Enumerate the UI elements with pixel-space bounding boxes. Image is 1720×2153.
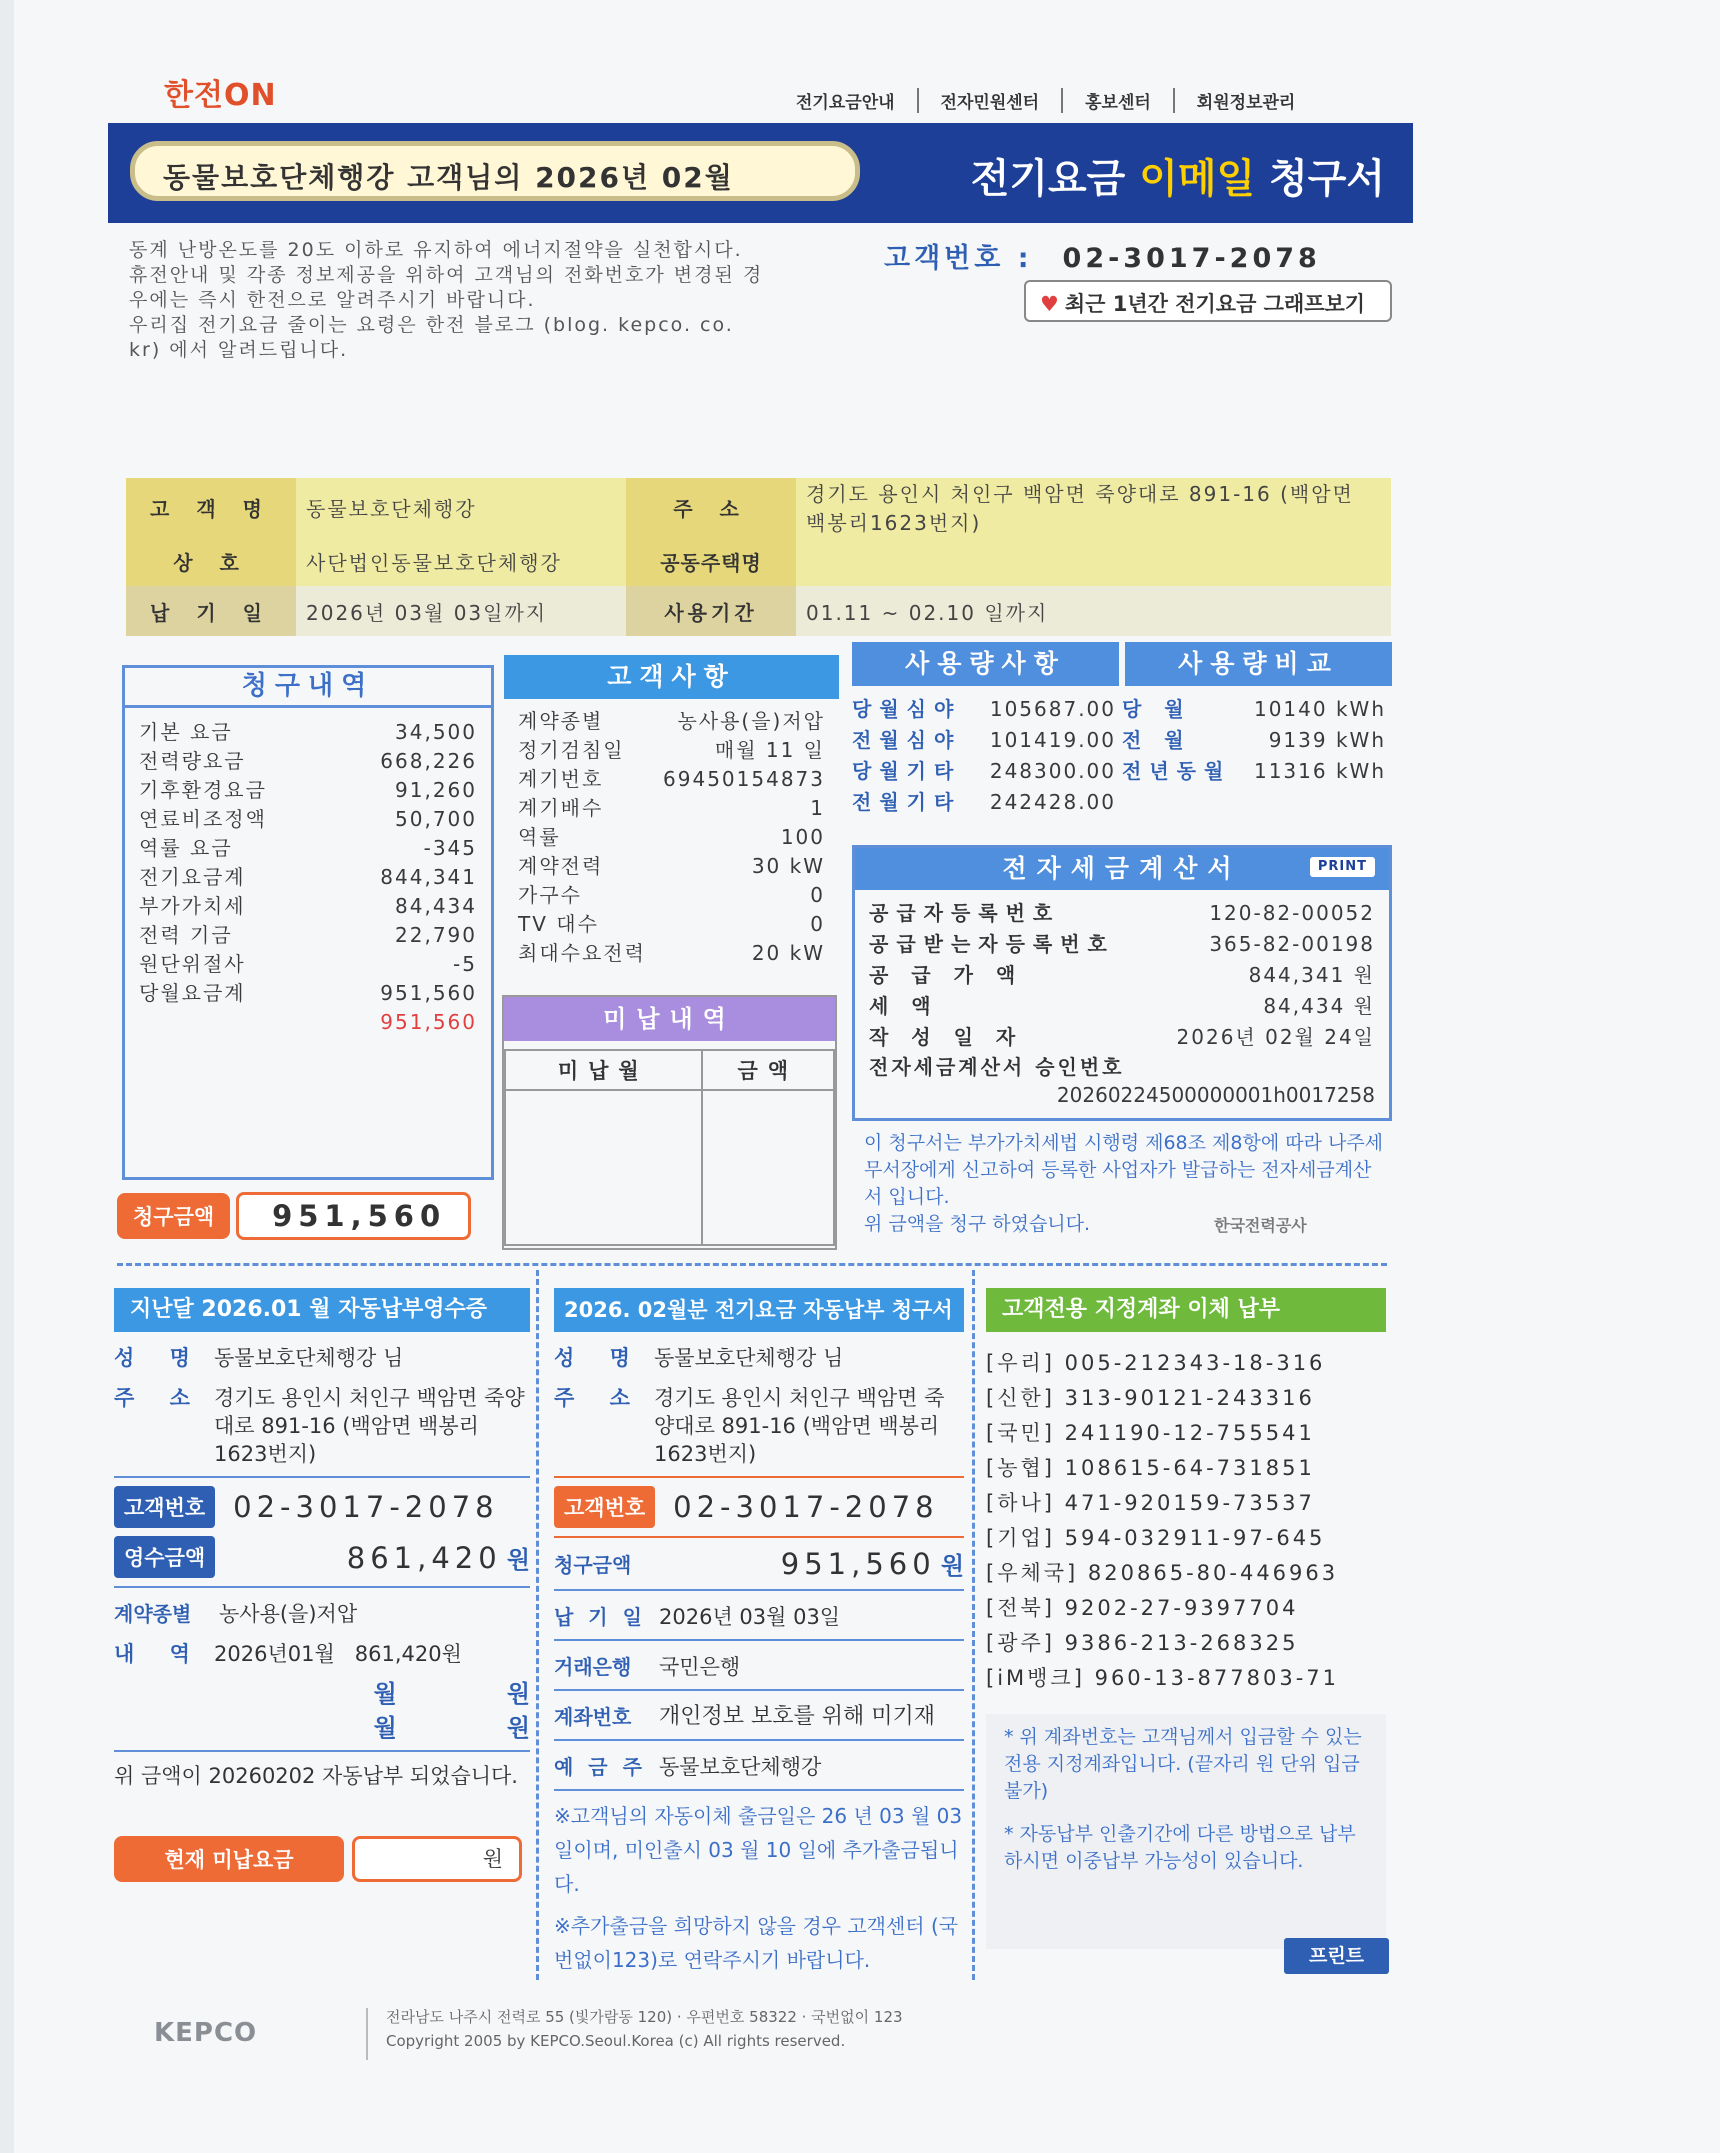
account-list — [986, 1346, 1386, 1696]
usage-item-value: 248300.00 — [989, 759, 1116, 783]
nav-bill-guide[interactable]: 전기요금안내 — [774, 88, 919, 113]
bill-item-label: 전력 기금 — [139, 923, 233, 947]
cut-line-vertical — [536, 1270, 539, 1980]
tax-item-label: 작 성 일 자 — [869, 1025, 1024, 1049]
usage-item-label: 당월심야 — [852, 697, 962, 721]
bill-item-value: 951,560 — [380, 981, 477, 1005]
unpaid-title: 미납내역 — [504, 997, 835, 1041]
customer-item — [518, 881, 825, 910]
customer-number: 고객번호 : 02-3017-2078 — [884, 243, 1321, 274]
autopay-holder: 동물보호단체행강 — [659, 1755, 822, 1779]
usage-compare-item — [1122, 725, 1392, 756]
autopay-custno: 02-3017-2078 — [673, 1490, 939, 1524]
notice-text: 동계 난방온도를 20도 이하로 유지하여 에너지절약을 실천합시다. 휴전안내 및 각종 정보제공을 위하여 고객님의 전화번호가 변경된 경우에는 즉시 한전으로 알려주시기 바랍니다. 우리집 전기요금 줄이는 요령은 한전 블로그 (blog. kepco. co. kr) 에서 알려드립니다. — [129, 239, 764, 361]
usage-compare-item-label: 전 월 — [1122, 728, 1192, 752]
customer-item-value: 69450154873 — [663, 767, 825, 791]
tax-print-button[interactable]: PRINT — [1310, 857, 1375, 877]
unpaid-amount-cell — [702, 1090, 834, 1245]
usage-compare-item-label: 전년동월 — [1122, 759, 1232, 783]
title-banner — [108, 123, 1413, 223]
customer-item-label: 역률 — [518, 825, 561, 849]
bill-total-red: 951,560 — [380, 1010, 477, 1034]
top-nav — [774, 88, 1317, 113]
tax-item — [869, 1022, 1375, 1053]
account-item: [하나] 471-920159-73537 — [986, 1491, 1315, 1515]
bill-item-value: -5 — [453, 952, 477, 976]
designated-accounts — [986, 1288, 1386, 1949]
customer-item-label: 계기번호 — [518, 767, 604, 791]
bill-item-label: 연료비조정액 — [139, 807, 267, 831]
customer-item-label: 가구수 — [518, 883, 582, 907]
usage-compare-item-label: 당 월 — [1122, 697, 1192, 721]
bill-amount — [117, 1192, 471, 1240]
tax-item — [869, 898, 1375, 929]
receipt-amount: 861,420 — [346, 1540, 502, 1575]
current-unpaid-label: 현재 미납요금 — [114, 1836, 344, 1882]
autopay-title: 2026. 02월분 전기요금 자동납부 청구서 — [554, 1288, 964, 1332]
print-button[interactable]: 프린트 — [1284, 1938, 1389, 1974]
accounts-title: 고객전용 지정계좌 이체 납부 — [986, 1288, 1386, 1332]
bill-item-label: 기본 요금 — [139, 720, 233, 744]
bill-item-value: -345 — [423, 836, 477, 860]
tax-item-value: 120-82-00052 — [1209, 901, 1375, 925]
current-unpaid-value: 원 — [352, 1836, 522, 1882]
autopay-note-1: ※고객님의 자동이체 출금일은 26 년 03 월 03 일이며, 미인출시 03 월 10 일에 추가출금됩니다. — [554, 1804, 963, 1896]
e-tax-invoice — [852, 845, 1392, 1121]
autopay-receipt: 지난달 2026.01 월 자동납부영수증 성 명 동물보호단체행강 님 주 소 경기도 용인시 처인구 백암면 죽양대로 891-16 (백암면 백봉리1623번지) 고객번호 02-3017-2078 영수금액 861,420 원 계약종별 농사용(을)저압 내 역 2026년01월 861,420원 월 원 월 원 위 금액이 20260202 자동납부 되었습니다. 현재 미납요금 원 — [114, 1288, 530, 1882]
customer-item — [518, 823, 825, 852]
usage-item-label: 전월기타 — [852, 790, 962, 814]
heart-icon: ♥ — [1040, 292, 1059, 316]
customer-item — [518, 852, 825, 881]
kepco-on-logo[interactable]: 한전ON — [164, 78, 277, 113]
receipt-amount-label: 영수금액 — [114, 1536, 215, 1578]
customer-item-label: 정기검침일 — [518, 738, 625, 762]
bill-item-label: 원단위절사 — [139, 952, 246, 976]
usage-list — [852, 694, 1122, 818]
approval-number: 20260224500000001h0017258 — [1056, 1083, 1375, 1107]
usage-graph-button[interactable]: ♥ 최근 1년간 전기요금 그래프보기 — [1024, 280, 1392, 322]
bill-item — [139, 718, 477, 747]
usage-item — [852, 694, 1122, 725]
tax-items — [869, 898, 1375, 1053]
customer-item-value: 0 — [810, 883, 825, 907]
receipt-name: 동물보호단체행강 님 — [214, 1346, 404, 1370]
customer-details-title: 고객사항 — [504, 655, 839, 699]
bill-details — [122, 665, 494, 1180]
bill-item — [139, 776, 477, 805]
unpaid-month-cell — [505, 1090, 702, 1245]
customer-item-value: 0 — [810, 912, 825, 936]
receipt-detail-amount: 861,420원 — [354, 1642, 462, 1666]
autopay-bank: 국민은행 — [659, 1655, 741, 1679]
tax-item-label: 공급받는자등록번호 — [869, 932, 1115, 956]
receipt-address: 경기도 용인시 처인구 백암면 죽양대로 891-16 (백암면 백봉리1623번지) — [214, 1386, 525, 1466]
account-item: [신한] 313-90121-243316 — [986, 1386, 1315, 1410]
bill-item — [139, 979, 477, 1008]
tax-item-label: 세 액 — [869, 994, 939, 1018]
banner-title: 전기요금 이메일 청구서 — [970, 156, 1385, 202]
autopay-name: 동물보호단체행강 님 — [654, 1346, 844, 1370]
tax-title: 전자세금계산서 — [1002, 854, 1242, 883]
bill-items — [125, 708, 491, 1037]
bill-item-label: 부가가치세 — [139, 894, 246, 918]
usage-item — [852, 787, 1122, 818]
footer-divider — [366, 2008, 368, 2060]
customer-item-value: 1 — [810, 796, 825, 820]
bill-item-value: 668,226 — [380, 749, 477, 773]
footer-info: 전라남도 나주시 전력로 55 (빛가람동 120) · 우편번호 58322 · 국번없이 123 Copyright 2005 by KEPCO.Seoul.Korea (c) All rights reserved. — [386, 2008, 903, 2050]
usage-compare-item-value: 10140 kWh — [1253, 697, 1386, 721]
bill-item-label: 전력량요금 — [139, 749, 246, 773]
customer-item — [518, 794, 825, 823]
customer-item-label: 계기배수 — [518, 796, 604, 820]
tax-note: 이 청구서는 부가가치세법 시행령 제68조 제8항에 따라 나주세무서장에게 신고하여 등록한 사업자가 발급하는 전자세금계산서 입니다. 위 금액을 청구 하였습니다. — [864, 1132, 1384, 1235]
usage-item-label: 당월기타 — [852, 759, 962, 783]
account-item: [우리] 005-212343-18-316 — [986, 1351, 1326, 1375]
tax-item-value: 365-82-00198 — [1209, 932, 1375, 956]
cut-line — [117, 1263, 1387, 1266]
usage-item-value: 101419.00 — [989, 728, 1116, 752]
tax-item — [869, 991, 1375, 1022]
usage-title: 사용량사항 — [852, 642, 1119, 686]
customer-item-value: 농사용(을)저압 — [677, 709, 825, 733]
usage-item-value: 242428.00 — [989, 790, 1116, 814]
account-item: [우체국] 820865-80-446963 — [986, 1561, 1339, 1585]
bill-item — [139, 805, 477, 834]
bill-item — [139, 921, 477, 950]
account-item: [광주] 9386-213-268325 — [986, 1631, 1299, 1655]
bill-item-value: 844,341 — [380, 865, 477, 889]
receipt-detail-month: 2026년01월 — [214, 1642, 335, 1666]
bill-item-label: 당월요금계 — [139, 981, 246, 1005]
autopay-amount: 951,560 — [780, 1547, 936, 1581]
customer-details — [504, 655, 839, 968]
customer-item-label: 계약종별 — [518, 709, 604, 733]
usage-compare-title: 사용량비교 — [1125, 642, 1392, 686]
receipt-title: 지난달 2026.01 월 자동납부영수증 — [114, 1288, 530, 1332]
bill-details-title: 청구내역 — [125, 668, 491, 708]
usage-period: 01.11 ~ 02.10 일까지 — [796, 586, 1391, 636]
receipt-custno-label: 고객번호 — [114, 1486, 215, 1528]
bill-item — [139, 892, 477, 921]
bill-amount-label: 청구금액 — [117, 1193, 230, 1239]
customer-address: 경기도 용인시 처인구 백암면 죽양대로 891-16 (백암면 백봉리1623번지) — [796, 478, 1391, 536]
customer-item-label: TV 대수 — [518, 912, 599, 936]
bill-item — [139, 834, 477, 863]
tax-item-value: 84,434 원 — [1263, 994, 1375, 1018]
approval-label: 전자세금계산서 승인번호 — [869, 1055, 1125, 1079]
autopay-due-date: 2026년 03월 03일 — [659, 1605, 841, 1629]
bill-item-value: 50,700 — [395, 807, 477, 831]
unpaid-details — [502, 995, 837, 1250]
usage-compare-list — [1122, 694, 1392, 818]
trade-name: 사단법인동물보호단체행강 — [296, 536, 626, 586]
customer-item-label: 최대수요전력 — [518, 941, 646, 965]
autopay-note-2: ※추가출금을 희망하지 않을 경우 고객센터 (국번없이123)로 연락주시기 바랍니다. — [554, 1914, 959, 1972]
account-item: [iM뱅크] 960-13-877803-71 — [986, 1666, 1340, 1690]
customer-item-value: 20 kW — [751, 941, 825, 965]
tax-item-label: 공급자등록번호 — [869, 901, 1061, 925]
bill-item — [139, 747, 477, 776]
usage-section — [852, 642, 1392, 818]
bill-item-label: 역률 요금 — [139, 836, 233, 860]
receipt-custno: 02-3017-2078 — [233, 1490, 499, 1524]
bill-item — [139, 863, 477, 892]
usage-compare-item-value: 9139 kWh — [1268, 728, 1386, 752]
usage-compare-item-value: 11316 kWh — [1253, 759, 1386, 783]
bill-page — [14, 0, 1720, 2153]
account-item: [국민] 241190-12-755541 — [986, 1421, 1315, 1445]
usage-item — [852, 725, 1122, 756]
customer-name: 동물보호단체행강 — [296, 478, 626, 536]
kepco-footer-logo: KEPCO — [154, 2018, 258, 2048]
bill-amount-value: 951,560 — [236, 1192, 471, 1240]
customer-item-value: 100 — [780, 825, 825, 849]
usage-item — [852, 756, 1122, 787]
usage-item-value: 105687.00 — [989, 697, 1116, 721]
bill-item-value: 84,434 — [395, 894, 477, 918]
bill-item-value: 91,260 — [395, 778, 477, 802]
usage-compare-item — [1122, 694, 1392, 725]
nav-pr-center[interactable]: 홍보센터 — [1063, 88, 1175, 113]
tax-item — [869, 929, 1375, 960]
nav-e-service[interactable]: 전자민원센터 — [919, 88, 1064, 113]
customer-items — [504, 699, 839, 968]
bill-item — [139, 950, 477, 979]
customer-info-table: 고 객 명 동물보호단체행강 주 소 경기도 용인시 처인구 백암면 죽양대로 891-16 (백암면 백봉리1623번지) 상 호 사단법인동물보호단체행강 공동주택명 납 기 일 2026년 03월 03일까지 사용기간 01.11 ~ 02.10 일까지 — [126, 478, 1391, 636]
bill-item-value: 34,500 — [395, 720, 477, 744]
autopay-custno-label: 고객번호 — [554, 1486, 655, 1528]
customer-item — [518, 910, 825, 939]
autopay-address: 경기도 용인시 처인구 백암면 죽양대로 891-16 (백암면 백봉리1623번지) — [654, 1386, 945, 1466]
cut-line-vertical — [972, 1270, 975, 1980]
customer-item-label: 계약전력 — [518, 854, 604, 878]
customer-item — [518, 736, 825, 765]
account-item: [전북] 9202-27-9397704 — [986, 1596, 1299, 1620]
account-item: [농협] 108615-64-731851 — [986, 1456, 1315, 1480]
customer-item — [518, 939, 825, 968]
nav-member-info[interactable]: 회원정보관리 — [1196, 93, 1296, 113]
tax-item — [869, 960, 1375, 991]
bill-item-label: 기후환경요금 — [139, 778, 267, 802]
unpaid-amount-header: 금액 — [702, 1050, 834, 1090]
unpaid-month-header: 미납월 — [505, 1050, 702, 1090]
kepco-stamp: 한국전력공사 — [1214, 1216, 1307, 1235]
tax-item-value: 2026년 02월 24일 — [1176, 1025, 1375, 1049]
usage-compare-item — [1122, 756, 1392, 787]
autopay-amount-label: 청구금액 — [554, 1553, 632, 1577]
usage-item-label: 전월심야 — [852, 728, 962, 752]
receipt-contract-type: 농사용(을)저압 — [219, 1602, 358, 1626]
customer-item — [518, 765, 825, 794]
bill-item-value: 22,790 — [395, 923, 477, 947]
due-date: 2026년 03월 03일까지 — [296, 586, 626, 636]
receipt-note: 위 금액이 20260202 자동납부 되었습니다. — [114, 1764, 518, 1788]
customer-item-value: 30 kW — [751, 854, 825, 878]
autopay-account: 개인정보 보호를 위해 미기재 — [659, 1704, 936, 1729]
autopay-bill: 2026. 02월분 전기요금 자동납부 청구서 성 명 동물보호단체행강 님 주 소 경기도 용인시 처인구 백암면 죽양대로 891-16 (백암면 백봉리1623번지) 고객번호 02-3017-2078 청구금액 951,560 원 납 기 일 2026년 03월 03일 거래은행 국민은행 계좌번호 개인정보 보호를 위해 미기재 예 금 주 동물보호단체행강 ※고객님의 자동이체 출금일은 26 년 03 월 03 일이며, 미인출시 03 월 10 일에 추가출금됩니다. ※추가출금을 희망하지 않을 경우 고객센터 (국번없이123)로 연락주시기 바랍니다. — [554, 1288, 964, 1977]
account-item: [기업] 594-032911-97-645 — [986, 1526, 1326, 1550]
customer-item — [518, 707, 825, 736]
accounts-note: * 위 계좌번호는 고객님께서 입금할 수 있는 전용 지정계좌입니다. (끝자리 원 단위 입금불가) * 자동납부 인출기간에 다른 방법으로 납부하시면 이중납부 가능성이 있습니다. — [986, 1714, 1386, 1949]
apartment-name — [796, 536, 1391, 586]
customer-item-value: 매월 11 일 — [714, 738, 825, 762]
banner-customer-month: 동물보호단체행강 고객님의 2026년 02월 — [130, 141, 860, 201]
bill-item-label: 전기요금계 — [139, 865, 246, 889]
tax-item-value: 844,341 원 — [1248, 963, 1375, 987]
tax-item-label: 공 급 가 액 — [869, 963, 1024, 987]
